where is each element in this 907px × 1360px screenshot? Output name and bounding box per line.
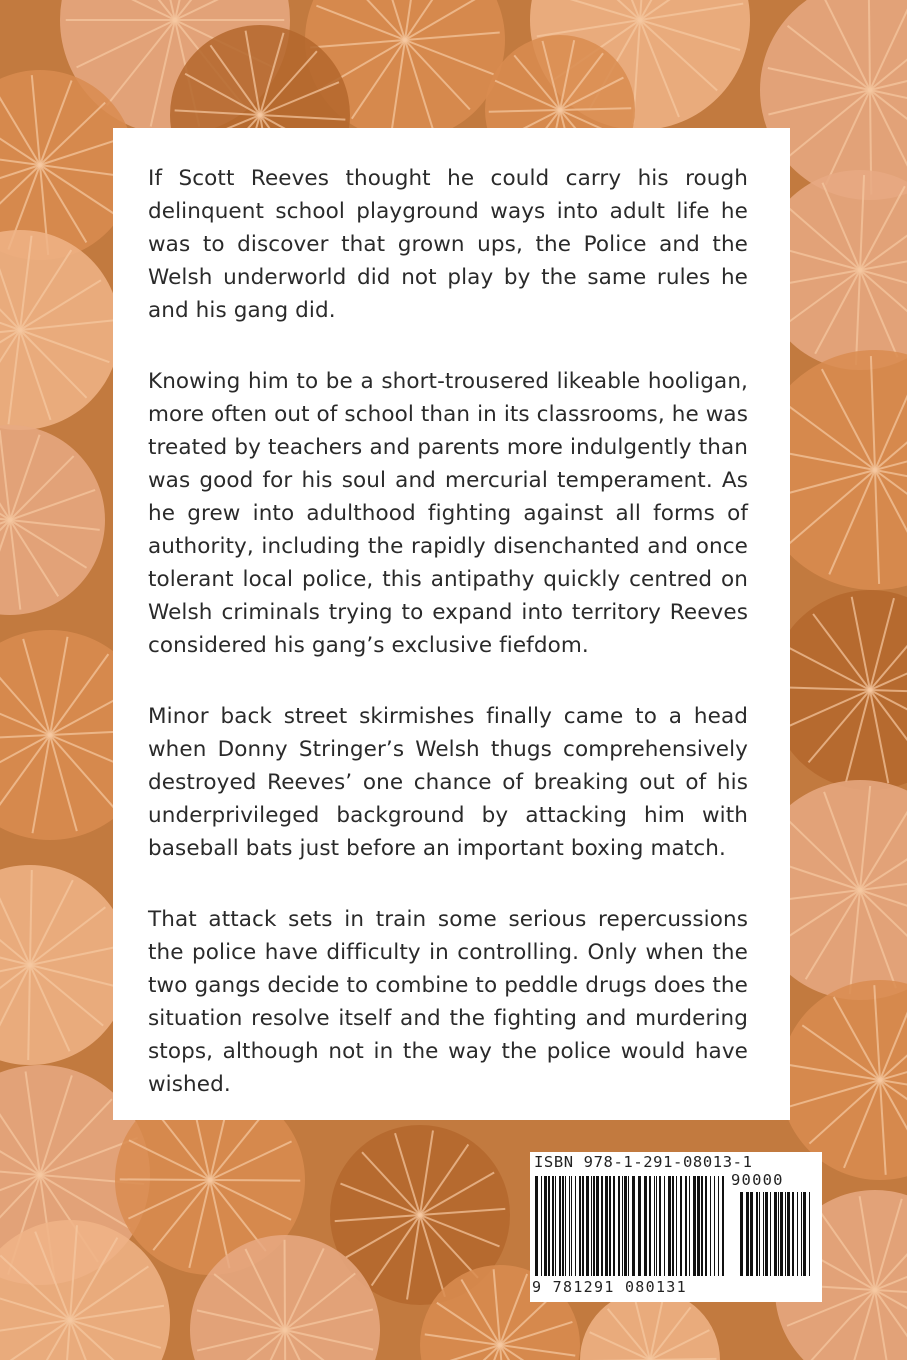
- barcode-bar: [668, 1176, 671, 1276]
- barcode-bar: [659, 1176, 661, 1276]
- barcode-bar: [714, 1176, 715, 1276]
- pattern-circle: [0, 425, 105, 615]
- barcode-bar: [803, 1192, 806, 1276]
- barcode-digits: 9 781291 080131: [532, 1278, 687, 1296]
- barcode-bar: [705, 1176, 707, 1276]
- barcode-bar: [544, 1176, 547, 1276]
- barcode-bar: [569, 1176, 570, 1276]
- barcode-bar: [774, 1192, 777, 1276]
- blurb-paragraph-1: If Scott Reeves thought he could carry his rough delinquent school playground ways into adult life he was to discover that grown ups, the Police and the Welsh underworld did not play by the same rules he and his gang did.: [148, 166, 748, 323]
- barcode-bar: [756, 1192, 758, 1276]
- blurb-panel: [113, 128, 790, 1120]
- price-code: 90000: [731, 1171, 784, 1189]
- barcode-bar: [644, 1176, 647, 1276]
- pattern-circle: [0, 230, 120, 430]
- barcode-bar: [613, 1176, 615, 1276]
- barcode-bar: [797, 1192, 798, 1276]
- barcode-bar: [601, 1176, 603, 1276]
- barcode-bar: [697, 1176, 700, 1276]
- barcode-bar: [618, 1176, 620, 1276]
- barcode-bar: [565, 1176, 566, 1276]
- barcode-bar: [575, 1176, 576, 1276]
- addon-barcode-bars: [739, 1192, 815, 1280]
- barcode-bar: [586, 1176, 589, 1276]
- barcode-bar: [693, 1176, 696, 1276]
- blurb-paragraph-4: That attack sets in train some serious repercussions the police have difficulty in controlling. Only when the two gangs decide to combine to peddle drugs does the situation resolve itself and the fighting and murdering stops, although not in the way the police would have wished.: [148, 907, 748, 1097]
- barcode-bar: [787, 1192, 790, 1276]
- barcode-bar: [654, 1176, 655, 1276]
- barcode-bar: [552, 1176, 554, 1276]
- barcode-bar: [622, 1176, 623, 1276]
- barcode-bar: [571, 1176, 572, 1276]
- pattern-circle: [780, 980, 907, 1180]
- barcode-bar: [680, 1176, 682, 1276]
- barcode-bar: [656, 1176, 657, 1276]
- barcode-bar: [555, 1176, 556, 1276]
- barcode-bar: [593, 1176, 595, 1276]
- barcode-bar: [746, 1192, 749, 1276]
- barcode-bar: [718, 1176, 719, 1276]
- barcode-bar: [632, 1176, 635, 1276]
- barcode-bar: [701, 1176, 703, 1276]
- barcode-bar: [809, 1192, 810, 1276]
- barcode-bar: [672, 1176, 674, 1276]
- barcode-bar: [759, 1192, 760, 1276]
- barcode-bar: [780, 1192, 783, 1276]
- barcode-bar: [792, 1192, 794, 1276]
- barcode-bar: [591, 1176, 592, 1276]
- blurb-paragraph-2: Knowing him to be a short-trousered likeable hooligan, more often out of school than in its classrooms, he was treated by teachers and parents more indulgently than was good for his soul and mercurial temperament. As he grew into adulthood fighting against all forms of authority, including the rapidly disenchanted and once tolerant local police, this antipathy quickly centred on Welsh criminals trying to expand into territory Reeves considered his gang’s exclusive fiefdom.: [148, 369, 748, 658]
- barcode-bar: [770, 1192, 771, 1276]
- barcode-bar: [685, 1176, 687, 1276]
- barcode-bar: [710, 1176, 711, 1276]
- barcode-bar: [605, 1176, 608, 1276]
- barcode-bar: [649, 1176, 651, 1276]
- barcode-bar: [559, 1176, 561, 1276]
- pattern-circle: [770, 590, 907, 790]
- barcode-bar: [785, 1192, 786, 1276]
- barcode-bar: [765, 1192, 768, 1276]
- barcode-bar: [535, 1176, 538, 1276]
- barcode-bar: [778, 1192, 779, 1276]
- barcode-bar: [801, 1192, 802, 1276]
- pattern-circle: [0, 865, 130, 1065]
- barcode-bar: [548, 1176, 550, 1276]
- isbn-label: ISBN 978-1-291-08013-1: [534, 1153, 753, 1171]
- barcode-bar: [740, 1192, 743, 1276]
- barcode-bars: [533, 1176, 733, 1280]
- barcode-bar: [624, 1176, 627, 1276]
- blurb-paragraph-3: Minor back street skirmishes finally came to a head when Donny Stringer’s Welsh thugs comprehensively destroyed Reeves’ one chance of breaking out of his underprivileged background by attacking him with baseball bats just before an important boxing match.: [148, 704, 748, 861]
- barcode-bar: [676, 1176, 677, 1276]
- barcode-bar: [628, 1176, 629, 1276]
- barcode-bar: [579, 1176, 581, 1276]
- isbn-barcode: [530, 1152, 822, 1302]
- barcode-bar: [609, 1176, 611, 1276]
- barcode-bar: [582, 1176, 584, 1276]
- barcode-bar: [596, 1176, 599, 1276]
- barcode-bar: [562, 1176, 564, 1276]
- barcode-bar: [689, 1176, 690, 1276]
- barcode-bar: [750, 1192, 753, 1276]
- barcode-bar: [664, 1176, 665, 1276]
- barcode-bar: [763, 1192, 764, 1276]
- barcode-bar: [541, 1176, 542, 1276]
- barcode-bar: [638, 1176, 641, 1276]
- barcode-bar: [722, 1176, 724, 1276]
